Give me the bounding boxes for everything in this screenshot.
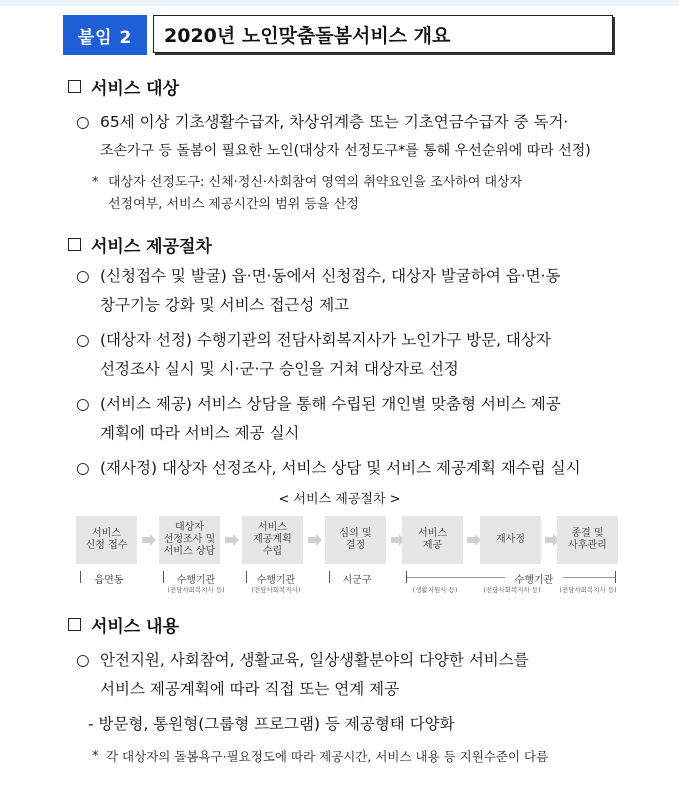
footnote: *	[92, 749, 99, 764]
flow-step	[159, 516, 220, 564]
list-item: ○ (신청접수 및 발굴) 읍·면·동에서 신청접수, 대상자 발굴하여 읍·면·동 창구기능 강화 및 서비스 접근성 제고	[76, 262, 616, 320]
flow-step	[480, 516, 541, 564]
flow-owner-sub: (전담사회복지사 등)	[167, 586, 225, 594]
flow-owner-sub: (전담사회복지사 등)	[483, 586, 541, 594]
flow-step	[242, 516, 303, 564]
checkbox-square-icon	[68, 238, 81, 251]
checkbox-square-icon	[68, 80, 81, 93]
list-item: ○ 안전지원, 사회참여, 생활교육, 일상생활분야의 다양한 서비스를 서비스 제공계획에 따라 직접 또는 연계 제공	[76, 646, 616, 704]
list-item: ○ (대상자 선정) 수행기관의 전담사회복지사가 노인가구 방문, 대상자 선정조사 실시 및 시·군·구 승인을 거쳐 대상자로 선정	[76, 326, 616, 384]
circle-bullet: ○	[76, 459, 90, 477]
item-line: 65세 이상 기초생활수급자, 차상위계층 또는 기초연금수급자 중 독거·	[100, 113, 569, 131]
circle-bullet: ○	[76, 651, 90, 669]
flow-step-label: 재사정	[496, 534, 525, 545]
list-item	[76, 108, 616, 166]
footnote-text: 각 대상자의 돌봄욕구·필요정도에 따라 제공시간, 서비스 내용 등 지원수준이 다름	[106, 749, 549, 764]
flow-step-label: 심의 및 결정	[339, 528, 372, 551]
section-heading-target: 서비스 대상	[68, 74, 179, 99]
footnote-text: 대상자 선정도구: 신체·정신·사회참여 영역의 취약요인을 조사하여 대상자 선정여부, 서비스 제공시간의 범위 등을 산정	[108, 175, 523, 212]
attachment-badge: 붙임 2	[63, 15, 147, 55]
flow-owner: 수행기관	[176, 575, 216, 586]
dash-item: - 방문형, 통원형(그룹형 프로그램) 등 제공형태 다양화	[88, 715, 455, 733]
flow-owner: 수행기관	[256, 575, 296, 586]
circle-bullet: ○	[76, 395, 90, 413]
flow-step	[557, 516, 618, 564]
arrow-right-icon	[225, 534, 239, 546]
flow-owner: 읍면동	[94, 575, 124, 586]
section-heading-content: 서비스 내용	[68, 612, 179, 637]
item-line: 조손가구 등 돌봄이 필요한 노인(대상자 선정도구*를 통해 우선순위에 따라 선정)	[100, 143, 591, 159]
flow-owner: 시군구	[342, 575, 372, 586]
list-item: ○ (재사정) 대상자 선정조사, 서비스 상담 및 서비스 제공계획 재수립 실시	[76, 454, 616, 483]
flow-step-label: 종결 및 사후관리	[568, 528, 607, 551]
flow-owner: 수행기관	[514, 575, 554, 586]
checkbox-square-icon	[68, 618, 81, 631]
page-header	[63, 15, 615, 55]
flow-owner-sub: (전담사회복지사)	[251, 586, 301, 594]
flow-step	[325, 516, 386, 564]
flow-step	[76, 516, 137, 564]
flow-step-label: 대상자 선정조사 및 서비스 상담	[163, 522, 216, 557]
list-item: ○ (서비스 제공) 서비스 상담을 통해 수립된 개인별 맞춤형 서비스 제공 계획에 따라 서비스 제공 실시	[76, 390, 616, 448]
flow-step-label: 서비스 제공	[418, 528, 447, 551]
circle-bullet: ○	[76, 267, 90, 285]
arrow-right-icon	[308, 534, 322, 546]
circle-bullet: ○	[76, 331, 90, 349]
circle-bullet: ○	[76, 113, 90, 131]
flow-owner-sub: (생활지원사 등)	[412, 586, 458, 594]
flow-title: < 서비스 제공절차 >	[278, 492, 401, 507]
top-rule	[0, 0, 679, 6]
page-title: 2020년 노인맞춤돌봄서비스 개요	[153, 15, 613, 53]
flow-step	[402, 516, 463, 564]
flow-step-label: 서비스 제공계획 수립	[253, 522, 292, 557]
section-heading-procedure: 서비스 제공절차	[68, 232, 212, 257]
flow-step-label: 서비스 신청 접수	[85, 528, 128, 551]
process-flow-diagram	[76, 516, 616, 606]
arrow-right-icon	[467, 534, 481, 546]
footnote: *	[92, 175, 99, 190]
arrow-right-icon	[142, 534, 156, 546]
flow-owner-sub: (전담사회복지사 등)	[559, 586, 617, 594]
